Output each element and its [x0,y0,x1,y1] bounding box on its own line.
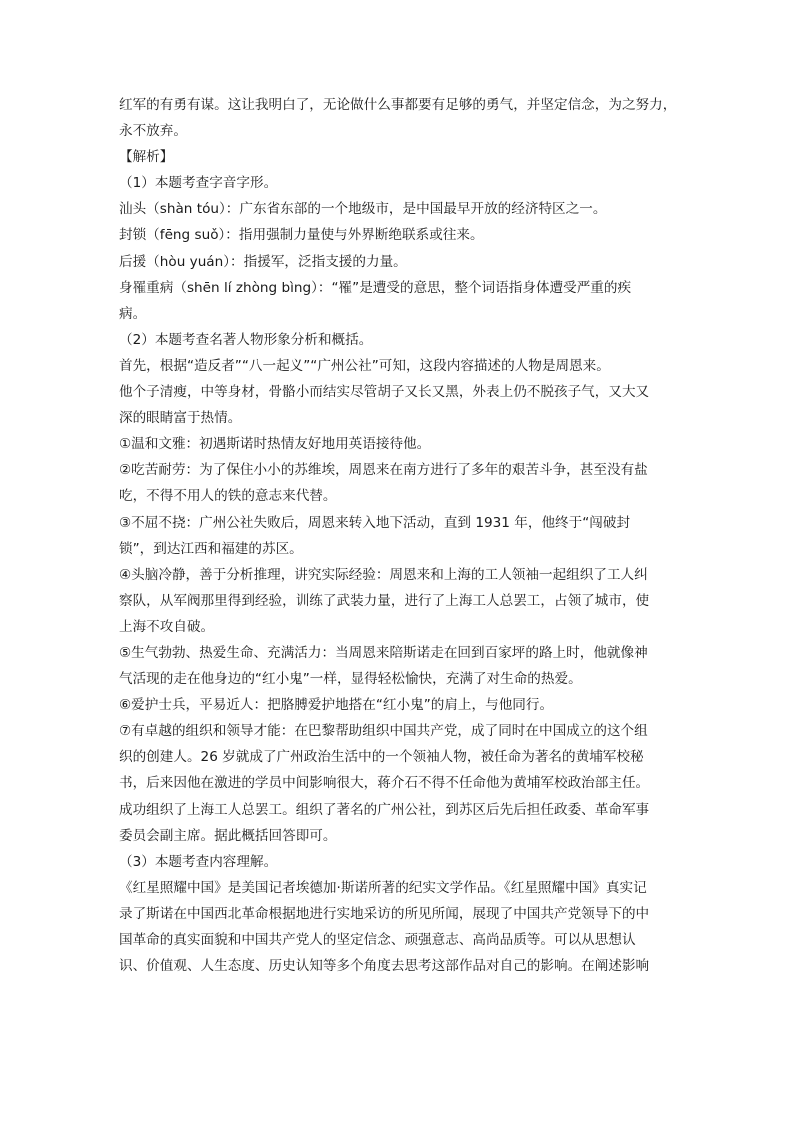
text-line: 永不放弃。 [119,123,187,140]
text-line: 织的创建人。26 岁就成了广州政治生活中的一个领袖人物，被任命为著名的黄埔军校秘 [119,749,644,766]
text-line: 封锁（fēng suǒ）：指用强制力量使与外界断绝联系或往来。 [119,227,484,244]
text-line: 汕头（shàn tóu）：广东省东部的一个地级市，是中国最早开放的经济特区之一。 [119,201,607,218]
list-item: ④头脑冷静，善于分析推理，讲究实际经验：周恩来和上海的工人领袖一起组织了工人纠 [119,566,648,583]
text-line: 吃，不得不用人的铁的意志来代替。 [119,488,337,505]
text-line: 上海不攻自破。 [119,618,215,635]
text-line: 深的眼睛富于热情。 [119,410,242,427]
list-item: ②吃苦耐劳：为了保住小小的苏维埃，周恩来在南方进行了多年的艰苦斗争，甚至没有盐 [119,462,648,479]
section-heading-analysis: 【解析】 [119,149,174,166]
question-heading: （1）本题考查字音字形。 [119,175,278,192]
text-line: 察队，从军阀那里得到经验，训练了武装力量，进行了上海工人总罢工，占领了城市，使 [119,592,650,609]
text-line: 后援（hòu yuán）：指援军，泛指支援的力量。 [119,253,407,270]
text-line: 国革命的真实面貌和中国共产党人的坚定信念、顽强意志、高尚品质等。可以从思想认 [119,932,636,948]
text-line: 首先，根据“造反者”“八一起义”“广州公社”可知，这段内容描述的人物是周恩来。 [119,357,610,374]
text-line: 成功组织了上海工人总罢工。组织了著名的广州公社，到苏区后先后担任政委、革命军事 [119,801,650,818]
text-line: 红军的有勇有谋。这让我明白了，无论做什么事都要有足够的勇气，并坚定信念，为之努力， [119,97,677,113]
question-heading: （2）本题考查名著人物形象分析和概括。 [119,331,373,348]
text-line: 锁”，到达江西和福建的苏区。 [119,540,303,557]
text-line: 委员会副主席。据此概括回答即可。 [119,827,337,844]
text-line: 书，后来因他在激进的学员中间影响很大，蒋介石不得不任命他为黄埔军校政治部主任。 [119,775,650,792]
list-item: ⑥爱护士兵，平易近人：把胳膊爱护地搭在“红小鬼”的肩上，与他同行。 [119,697,554,714]
text-line: 病。 [119,305,147,322]
text-line: 身罹重病（shēn lí zhòng bìng）：“罹”是遭受的意思，整个词语指身体遭受严重的疾 [119,279,632,296]
text-line: 识、价值观、人生态度、历史认知等多个角度去思考这部作品对自己的影响。在阐述影响 [119,958,650,975]
list-item: ⑤生气勃勃、热爱生命、充满活力：当周恩来陪斯诺走在回到百家坪的路上时，他就像神 [119,644,648,661]
document-body [119,92,679,979]
list-item: ①温和文雅：初遇斯诺时热情友好地用英语接待他。 [119,436,431,453]
text-line: 他个子清瘦，中等身材，骨骼小而结实尽管胡子又长又黑，外表上仍不脱孩子气，又大又 [119,384,650,401]
text-line: 录了斯诺在中国西北革命根据地进行实地采访的所见所闻，展现了中国共产党领导下的中 [119,905,650,922]
text-line: 气活现的走在他身边的“红小鬼”一样，显得轻松愉快，充满了对生命的热爱。 [119,671,582,688]
list-item: ⑦有卓越的组织和领导才能：在巴黎帮助组织中国共产党，成了同时在中国成立的这个组 [119,723,648,740]
text-line: 《红星照耀中国》是美国记者埃德加·斯诺所著的纪实文学作品。《红星照耀中国》真实记 [119,879,647,896]
question-heading: （3）本题考查内容理解。 [119,853,278,870]
list-item: ③不屈不挠：广州公社失败后，周恩来转入地下活动，直到 1931 年，他终于“闯破封 [119,514,631,531]
